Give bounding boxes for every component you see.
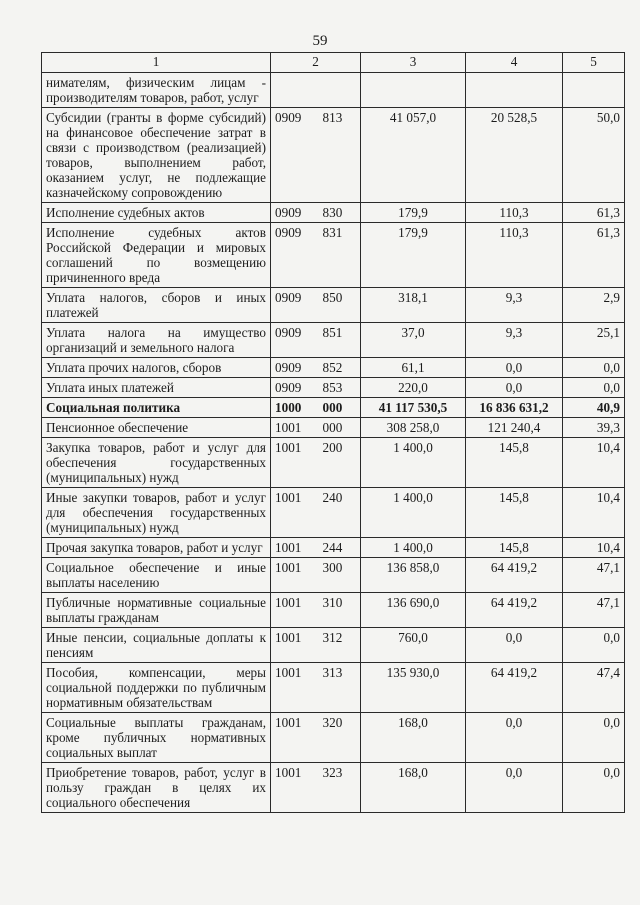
table-row: [42, 358, 625, 378]
execution-percent: 39,3: [563, 418, 625, 438]
item-name: Уплата прочих налогов, сборов: [42, 358, 271, 378]
expense-type-code: 312: [319, 628, 361, 663]
item-name: Социальные выплаты гражданам, кроме публичных нормативных социальных выплат: [42, 713, 271, 763]
item-name: Публичные нормативные социальные выплаты гражданам: [42, 593, 271, 628]
expense-type-code: 851: [319, 323, 361, 358]
expense-type-code: 323: [319, 763, 361, 813]
executed-amount: 110,3: [466, 203, 563, 223]
section-code: 1001: [271, 558, 319, 593]
section-code: 1001: [271, 438, 319, 488]
table-row: [42, 558, 625, 593]
item-name: Субсидии (гранты в форме субсидий) на финансовое обеспечение затрат в связи с производством (реализацией) товаров, выполнением работ, оказанием услуг, не подлежащие казначейскому сопровождению: [42, 108, 271, 203]
executed-amount: 0,0: [466, 628, 563, 663]
execution-percent: 0,0: [563, 378, 625, 398]
execution-percent: 61,3: [563, 203, 625, 223]
expense-type-code: 320: [319, 713, 361, 763]
approved-amount: 1 400,0: [361, 488, 466, 538]
approved-amount: 136 858,0: [361, 558, 466, 593]
execution-percent: 40,9: [563, 398, 625, 418]
executed-amount: 0,0: [466, 713, 563, 763]
item-name: Прочая закупка товаров, работ и услуг: [42, 538, 271, 558]
execution-percent: 0,0: [563, 763, 625, 813]
item-name: Пособия, компенсации, меры социальной поддержки по публичным нормативным обязательствам: [42, 663, 271, 713]
section-code: 1001: [271, 418, 319, 438]
approved-amount: 318,1: [361, 288, 466, 323]
table-row: [42, 323, 625, 358]
table-row: [42, 628, 625, 663]
item-name: Социальная политика: [42, 398, 271, 418]
expense-type-code: 300: [319, 558, 361, 593]
executed-amount: 145,8: [466, 438, 563, 488]
execution-percent: 0,0: [563, 358, 625, 378]
item-name: Исполнение судебных актов: [42, 203, 271, 223]
executed-amount: 0,0: [466, 358, 563, 378]
table-row: [42, 108, 625, 203]
execution-percent: 47,1: [563, 558, 625, 593]
section-code: 0909: [271, 288, 319, 323]
expense-type-code: 850: [319, 288, 361, 323]
execution-percent: 10,4: [563, 488, 625, 538]
section-code: 1001: [271, 663, 319, 713]
section-code: 0909: [271, 378, 319, 398]
expense-type-code: 244: [319, 538, 361, 558]
approved-amount: 760,0: [361, 628, 466, 663]
approved-amount: 179,9: [361, 203, 466, 223]
executed-amount: 9,3: [466, 288, 563, 323]
execution-percent: 61,3: [563, 223, 625, 288]
item-name: Социальное обеспечение и иные выплаты населению: [42, 558, 271, 593]
section-code: 0909: [271, 358, 319, 378]
execution-percent: 2,9: [563, 288, 625, 323]
section-code: 1001: [271, 593, 319, 628]
executed-amount: 145,8: [466, 538, 563, 558]
execution-percent: 0,0: [563, 628, 625, 663]
expense-type-code: 310: [319, 593, 361, 628]
approved-amount: 308 258,0: [361, 418, 466, 438]
executed-amount: 0,0: [466, 763, 563, 813]
expense-type-code: 240: [319, 488, 361, 538]
item-name: Уплата налогов, сборов и иных платежей: [42, 288, 271, 323]
approved-amount: 168,0: [361, 763, 466, 813]
executed-amount: 64 419,2: [466, 558, 563, 593]
executed-amount: 16 836 631,2: [466, 398, 563, 418]
executed-amount: 145,8: [466, 488, 563, 538]
execution-percent: 47,1: [563, 593, 625, 628]
table-row: [42, 398, 625, 418]
section-code: [271, 73, 319, 108]
section-code: 0909: [271, 108, 319, 203]
header-col-5: 5: [563, 53, 625, 73]
header-col-1: 1: [42, 53, 271, 73]
table-row: [42, 663, 625, 713]
approved-amount: 41 117 530,5: [361, 398, 466, 418]
execution-percent: [563, 73, 625, 108]
item-name: Иные закупки товаров, работ и услуг для обеспечения государственных (муниципальных) нужд: [42, 488, 271, 538]
execution-percent: 10,4: [563, 438, 625, 488]
execution-percent: 25,1: [563, 323, 625, 358]
approved-amount: 41 057,0: [361, 108, 466, 203]
section-code: 1000: [271, 398, 319, 418]
executed-amount: 0,0: [466, 378, 563, 398]
section-code: 1001: [271, 488, 319, 538]
approved-amount: 135 930,0: [361, 663, 466, 713]
executed-amount: [466, 73, 563, 108]
expense-type-code: [319, 73, 361, 108]
item-name: Пенсионное обеспечение: [42, 418, 271, 438]
table-row: [42, 378, 625, 398]
section-code: 0909: [271, 323, 319, 358]
executed-amount: 64 419,2: [466, 593, 563, 628]
expense-type-code: 813: [319, 108, 361, 203]
table-row: [42, 488, 625, 538]
executed-amount: 64 419,2: [466, 663, 563, 713]
header-col-2: 2: [271, 53, 361, 73]
approved-amount: [361, 73, 466, 108]
table-row: [42, 538, 625, 558]
table-row: [42, 713, 625, 763]
section-code: 0909: [271, 223, 319, 288]
section-code: 1001: [271, 763, 319, 813]
table-row: [42, 288, 625, 323]
execution-percent: 50,0: [563, 108, 625, 203]
item-name: Уплата налога на имущество организаций и земельного налога: [42, 323, 271, 358]
section-code: 1001: [271, 538, 319, 558]
table-row: [42, 763, 625, 813]
header-row: [42, 53, 625, 73]
approved-amount: 61,1: [361, 358, 466, 378]
executed-amount: 9,3: [466, 323, 563, 358]
expense-type-code: 313: [319, 663, 361, 713]
table-row: [42, 223, 625, 288]
expense-type-code: 000: [319, 418, 361, 438]
expense-type-code: 200: [319, 438, 361, 488]
approved-amount: 1 400,0: [361, 438, 466, 488]
item-name: Закупка товаров, работ и услуг для обеспечения государственных (муниципальных) нужд: [42, 438, 271, 488]
expense-type-code: 000: [319, 398, 361, 418]
expense-type-code: 831: [319, 223, 361, 288]
section-code: 0909: [271, 203, 319, 223]
section-code: 1001: [271, 713, 319, 763]
table-row: [42, 593, 625, 628]
approved-amount: 37,0: [361, 323, 466, 358]
executed-amount: 110,3: [466, 223, 563, 288]
budget-table: [41, 52, 625, 813]
section-code: 1001: [271, 628, 319, 663]
approved-amount: 179,9: [361, 223, 466, 288]
expense-type-code: 830: [319, 203, 361, 223]
execution-percent: 0,0: [563, 713, 625, 763]
table-row: [42, 73, 625, 108]
execution-percent: 10,4: [563, 538, 625, 558]
item-name: Приобретение товаров, работ, услуг в пользу граждан в целях их социального обеспечения: [42, 763, 271, 813]
expense-type-code: 852: [319, 358, 361, 378]
page-number: 59: [312, 33, 328, 49]
executed-amount: 121 240,4: [466, 418, 563, 438]
execution-percent: 47,4: [563, 663, 625, 713]
executed-amount: 20 528,5: [466, 108, 563, 203]
table-row: [42, 418, 625, 438]
header-col-3: 3: [361, 53, 466, 73]
item-name: Исполнение судебных актов Российской Федерации и мировых соглашений по возмещению причиненного вреда: [42, 223, 271, 288]
table-row: [42, 438, 625, 488]
item-name: нимателям, физическим лицам - производителям товаров, работ, услуг: [42, 73, 271, 108]
approved-amount: 220,0: [361, 378, 466, 398]
item-name: Уплата иных платежей: [42, 378, 271, 398]
table-row: [42, 203, 625, 223]
approved-amount: 168,0: [361, 713, 466, 763]
approved-amount: 1 400,0: [361, 538, 466, 558]
header-col-4: 4: [466, 53, 563, 73]
expense-type-code: 853: [319, 378, 361, 398]
approved-amount: 136 690,0: [361, 593, 466, 628]
item-name: Иные пенсии, социальные доплаты к пенсиям: [42, 628, 271, 663]
